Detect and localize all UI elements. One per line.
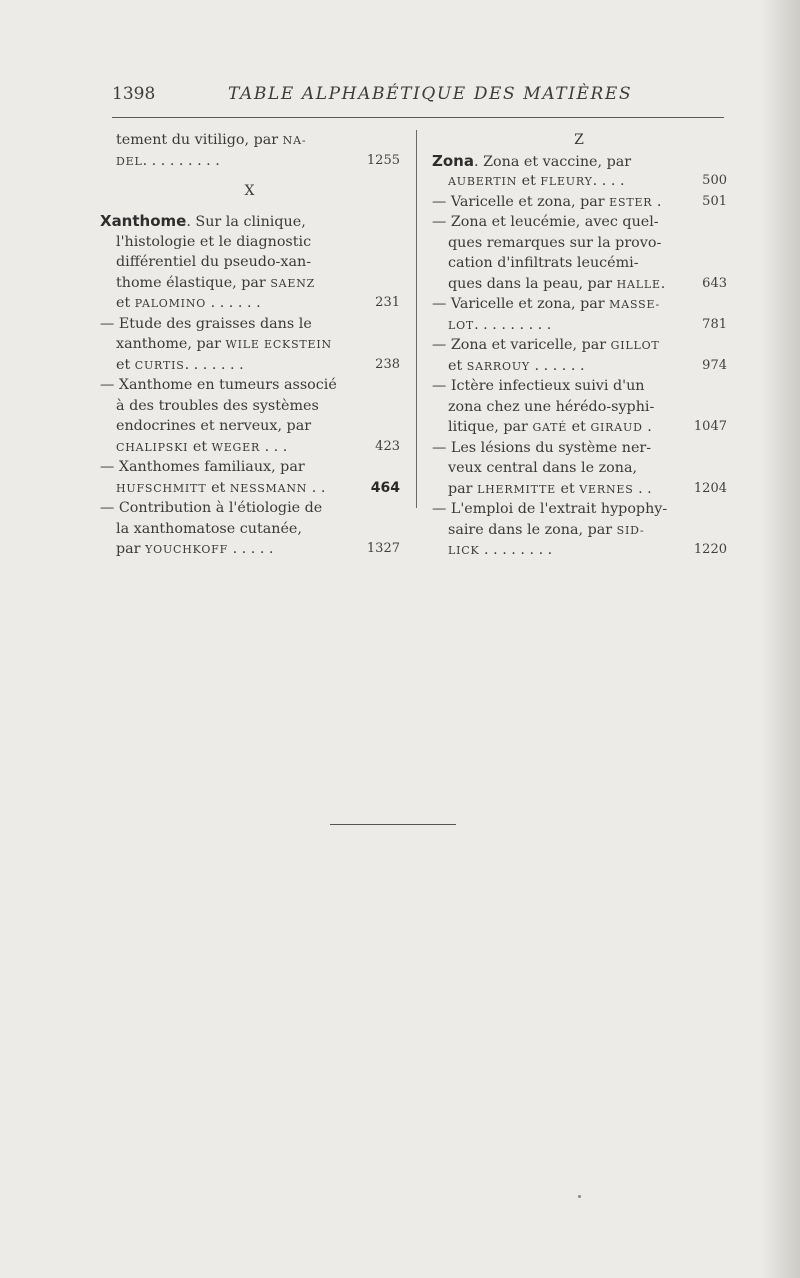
index-entry-sub bbox=[100, 457, 400, 498]
index-entry-line: et SARROUY . . . . . . 974 bbox=[432, 356, 727, 377]
page-header bbox=[112, 84, 724, 114]
entry-term: Xanthome bbox=[100, 212, 187, 230]
author-name: WEGER bbox=[211, 440, 261, 454]
index-entry-sub bbox=[100, 498, 400, 560]
index-entry-line: l'histologie et le diagnostic bbox=[116, 233, 312, 250]
index-entry-sub bbox=[432, 212, 727, 294]
dot-leader: . . . . . . . . . bbox=[474, 316, 552, 333]
author-name: CHALIPSKI bbox=[116, 440, 189, 454]
author-name: YOUCHKOFF bbox=[145, 543, 229, 556]
index-entry-line: la xanthomatose cutanée, bbox=[116, 520, 302, 537]
index-entry-line: — Zona et varicelle, par GILLOT bbox=[432, 337, 660, 353]
dot-leader: . . . . . . . bbox=[184, 356, 244, 373]
page-edge-shadow bbox=[760, 0, 800, 1278]
author-name: FLEURY bbox=[540, 175, 593, 188]
index-entry-line: et CURTIS. . . . . . . 238 bbox=[100, 355, 400, 376]
index-entry-sub bbox=[432, 294, 727, 335]
author-name: HALLE bbox=[616, 277, 661, 291]
page-reference: 974 bbox=[702, 357, 727, 373]
author-name: SID- bbox=[616, 523, 645, 537]
index-entry-line: endocrines et nerveux, par bbox=[116, 418, 312, 434]
index-entry-line bbox=[432, 315, 727, 336]
author-name: HUFSCHMITT bbox=[116, 481, 207, 495]
index-entry-line bbox=[432, 540, 727, 561]
index-entry-line: — Ictère infectieux suivi d'un bbox=[432, 378, 645, 394]
paper-speck bbox=[578, 1195, 581, 1198]
index-entry-line: — Varicelle et zona, par ESTER . 501 bbox=[432, 192, 727, 213]
running-title: TABLE ALPHABÉTIQUE DES MATIÈRES bbox=[228, 84, 633, 104]
index-entry-line: — Contribution à l'étiologie de bbox=[100, 500, 323, 516]
index-entry-line: Zona. Zona et vaccine, par bbox=[432, 151, 632, 170]
index-entry-line: zona chez une hérédo-syphi- bbox=[448, 398, 655, 415]
author-name: WILE ECKSTEIN bbox=[225, 338, 332, 351]
index-entry-line: — Varicelle et zona, par MASSE- bbox=[432, 296, 661, 312]
dot-leader: . . . . . . . . . bbox=[142, 152, 220, 169]
index-column-left bbox=[100, 130, 400, 560]
page-reference: 1255 bbox=[366, 152, 400, 168]
page-reference: 238 bbox=[375, 356, 400, 372]
dot-leader: . bbox=[652, 193, 662, 210]
column-divider bbox=[416, 130, 417, 508]
index-entry-line: xanthome, par WILE ECKSTEIN bbox=[116, 336, 332, 352]
index-entry-line: CHALIPSKI et WEGER . . . 423 bbox=[100, 437, 400, 458]
index-entry-xanthome bbox=[100, 211, 400, 314]
header-rule bbox=[112, 117, 724, 118]
index-entry-sub bbox=[432, 499, 727, 561]
index-entry-sub bbox=[432, 438, 727, 500]
author-name: SAENZ bbox=[270, 276, 316, 290]
index-entry-line: litique, par GATÉ et GIRAUD . 1047 bbox=[432, 417, 727, 438]
index-entry-zona bbox=[432, 151, 727, 192]
author-name: AUBERTIN bbox=[448, 175, 518, 188]
index-entry-line: — Xanthomes familiaux, par bbox=[100, 459, 305, 475]
author-name: ESTER bbox=[609, 195, 653, 209]
index-entry-sub bbox=[432, 192, 727, 213]
dot-leader: . . . . . bbox=[228, 541, 274, 557]
page-reference: 1327 bbox=[366, 541, 400, 556]
page-reference: 500 bbox=[702, 173, 727, 188]
index-entry-line: et PALOMINO . . . . . . 231 bbox=[100, 293, 400, 314]
dot-leader: . . . . . . bbox=[529, 357, 585, 374]
dot-leader: . . . . . . . . bbox=[479, 542, 553, 558]
author-name: LICK bbox=[448, 544, 480, 557]
page-reference: 643 bbox=[702, 275, 727, 291]
index-entry-line: — Etude des graisses dans le bbox=[100, 315, 312, 332]
dot-leader: . bbox=[660, 275, 666, 292]
index-entry-line: différentiel du pseudo-xan- bbox=[116, 254, 312, 270]
page-reference: 464 bbox=[370, 479, 400, 496]
author-name: SARROUY bbox=[466, 359, 530, 373]
page-reference: 781 bbox=[702, 316, 727, 332]
author-name: GILLOT bbox=[610, 339, 660, 352]
index-entry-line: par YOUCHKOFF . . . . . 1327 bbox=[100, 539, 400, 560]
dot-leader: . . . . bbox=[592, 173, 625, 189]
index-entry-sub bbox=[432, 376, 727, 438]
author-name: GATÉ bbox=[532, 421, 568, 434]
author-name: CURTIS bbox=[134, 358, 185, 372]
index-entry-line: — Les lésions du système ner- bbox=[432, 439, 652, 456]
index-entry-line: saire dans le zona, par SID- bbox=[448, 521, 645, 538]
entry-term: Zona bbox=[432, 151, 474, 170]
index-entry-sub bbox=[432, 335, 727, 376]
index-entry-line: HUFSCHMITT et NESSMANN . . 464 bbox=[100, 478, 400, 499]
index-entry-line: — Zona et leucémie, avec quel- bbox=[432, 214, 659, 230]
index-entry-line: AUBERTIN et FLEURY. . . . 500 bbox=[432, 171, 727, 192]
page-reference: 1204 bbox=[693, 480, 727, 496]
author-name: DEL bbox=[116, 154, 143, 168]
index-entry-line: thome élastique, par SAENZ bbox=[116, 274, 316, 291]
letter-heading-x: X bbox=[244, 183, 256, 199]
author-name: NA- bbox=[282, 134, 307, 147]
dot-leader: . . . . . . bbox=[206, 295, 261, 311]
dot-leader: . . bbox=[633, 480, 652, 497]
author-name: LOT bbox=[448, 318, 475, 332]
index-entry-line: par LHERMITTE et VERNES . . 1204 bbox=[432, 479, 727, 500]
index-entry-line: Xanthome. Sur la clinique, bbox=[100, 212, 306, 230]
page-reference: 501 bbox=[702, 193, 727, 209]
author-name: MASSE- bbox=[609, 298, 661, 311]
page-reference: 231 bbox=[375, 295, 400, 310]
page-reference: 1220 bbox=[693, 542, 727, 557]
page-reference: 1047 bbox=[693, 419, 727, 434]
section-end-rule bbox=[330, 824, 456, 825]
dot-leader: . bbox=[642, 419, 652, 435]
index-entry-line: veux central dans le zona, bbox=[448, 460, 638, 476]
page-reference: 423 bbox=[375, 438, 400, 454]
dot-leader: . . bbox=[307, 479, 326, 496]
page-number: 1398 bbox=[112, 84, 156, 104]
author-name: NESSMANN bbox=[229, 481, 308, 495]
index-entry-line: ques dans la peau, par HALLE. 643 bbox=[432, 274, 727, 295]
index-entry-line: à des troubles des systèmes bbox=[116, 397, 319, 414]
index-entry-line: tement du vitiligo, par NA- bbox=[116, 132, 307, 148]
dot-leader: . . . bbox=[260, 438, 288, 455]
index-entry-sub bbox=[100, 314, 400, 376]
letter-heading-z: Z bbox=[574, 132, 585, 148]
author-name: LHERMITTE bbox=[477, 482, 556, 496]
index-entry-line bbox=[100, 151, 400, 172]
index-entry-line: cation d'infiltrats leucémi- bbox=[448, 255, 639, 271]
index-entry-line: — L'emploi de l'extrait hypophy- bbox=[432, 501, 668, 517]
index-entry-line: — Xanthome en tumeurs associé bbox=[100, 377, 337, 393]
index-entry-line: ques remarques sur la provo- bbox=[448, 234, 662, 251]
author-name: GIRAUD bbox=[590, 421, 643, 434]
author-name: VERNES bbox=[579, 482, 634, 496]
index-column-right bbox=[432, 130, 727, 561]
author-name: PALOMINO bbox=[134, 297, 207, 310]
index-entry-sub bbox=[100, 375, 400, 457]
